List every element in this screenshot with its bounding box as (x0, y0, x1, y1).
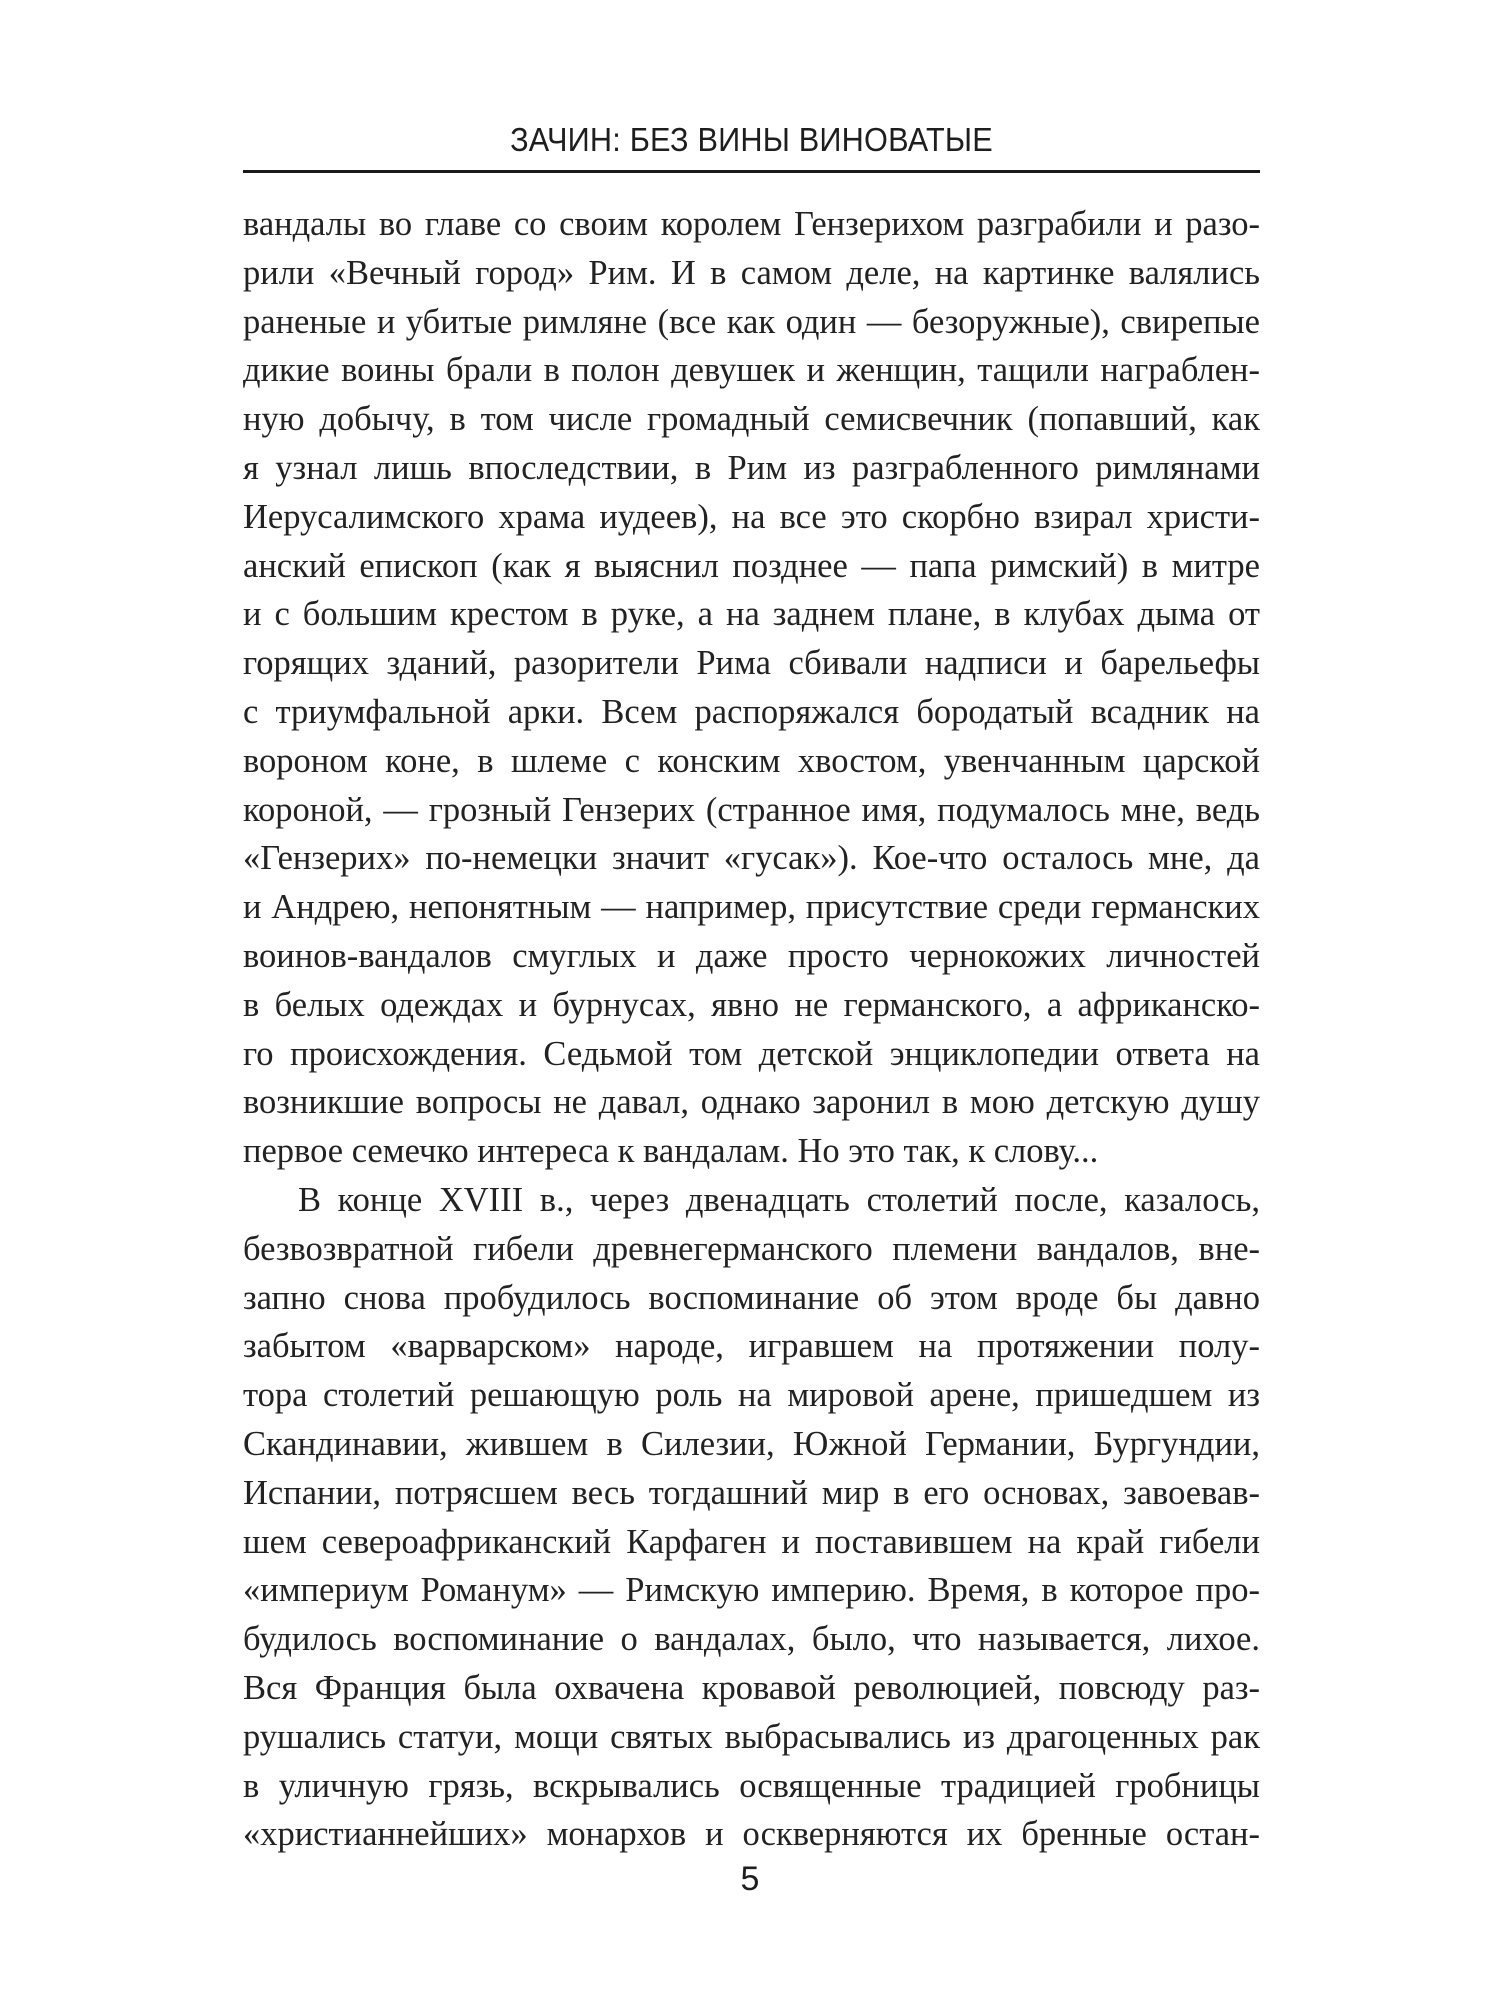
text-line: в белых одеждах и бурнусах, явно не германского, а африканско- (243, 985, 1260, 1024)
text-line: безвозвратной гибели древнегерманского племени вандалов, вне- (243, 1229, 1260, 1268)
text-line: «Гензерих» по-немецки значит «гусак»). Кое-что осталось мне, да (243, 839, 1260, 878)
text-line: запно снова пробудилось воспоминание об этом вроде бы давно (243, 1278, 1260, 1317)
running-head: ЗАЧИН: БЕЗ ВИНЫ ВИНОВАТЫЕ (510, 121, 993, 158)
text-line: шем североафриканский Карфаген и поставившем на край гибели (243, 1522, 1260, 1561)
text-line: с триумфальной арки. Всем распоряжался бородатый всадник на (243, 692, 1260, 731)
text-line: воинов-вандалов смуглых и даже просто чернокожих личностей (243, 936, 1260, 975)
text-line: «империум Романум» — Римскую империю. Время, в которое про- (243, 1571, 1260, 1610)
text-line: горящих зданий, разорители Рима сбивали надписи и барельефы (243, 644, 1260, 683)
text-line: Вся Франция была охвачена кровавой революцией, повсюду раз- (243, 1668, 1260, 1707)
text-line: и Андрею, непонятным — например, присутствие среди германских (243, 888, 1260, 927)
text-line: В конце XVIII в., через двенадцать столетий после, казалось, (298, 1180, 1260, 1219)
text-line: рушались статуи, мощи святых выбрасывались из драгоценных рак (243, 1717, 1260, 1756)
text-line: раненые и убитые римляне (все как один — безоружные), свирепые (243, 302, 1260, 341)
text-line: Скандинавии, жившем в Силезии, Южной Германии, Бургундии, (243, 1424, 1260, 1463)
text-line: дикие воины брали в полон девушек и женщин, тащили награблен- (243, 351, 1260, 390)
text-line: забытом «варварском» народе, игравшем на протяжении полу- (243, 1327, 1260, 1366)
text-line: анский епископ (как я выяснил позднее — папа римский) в митре (243, 546, 1260, 585)
text-line: тора столетий решающую роль на мировой арене, пришедшем из (243, 1376, 1260, 1415)
text-line: и с большим крестом в руке, а на заднем плане, в клубах дыма от (243, 595, 1260, 634)
text-line: короной, — грозный Гензерих (странное имя, подумалось мне, ведь (243, 790, 1260, 829)
body-text (243, 200, 1260, 1859)
page-number: 5 (740, 1860, 760, 1898)
text-line: будилось воспоминание о вандалах, было, что называется, лихое. (243, 1620, 1260, 1659)
text-line: в уличную грязь, вскрывались освященные традицией гробницы (243, 1766, 1260, 1805)
text-line: го происхождения. Седьмой том детской энциклопедии ответа на (243, 1034, 1260, 1073)
text-line: Иерусалимского храма иудеев), на все это скорбно взирал христи- (243, 497, 1260, 536)
text-line: вороном коне, в шлеме с конским хвостом, увенчанным царской (243, 741, 1260, 780)
text-line: Испании, потрясшем весь тогдашний мир в его основах, завоевав- (243, 1473, 1260, 1512)
text-line: возникшие вопросы не давал, однако заронил в мою детскую душу (243, 1083, 1260, 1122)
text-line: ную добычу, в том числе громадный семисвечник (попавший, как (243, 400, 1260, 439)
text-line: я узнал лишь впоследствии, в Рим из разграбленного римлянами (243, 448, 1260, 487)
text-line: рили «Вечный город» Рим. И в самом деле, на картинке валялись (243, 253, 1260, 292)
text-line: вандалы во главе со своим королем Гензерихом разграбили и разо- (243, 205, 1260, 243)
header-rule (243, 170, 1260, 173)
text-line: «христианнейших» монархов и оскверняются их бренные остан- (243, 1815, 1260, 1854)
text-line: первое семечко интереса к вандалам. Но это так, к слову... (243, 1132, 1099, 1171)
